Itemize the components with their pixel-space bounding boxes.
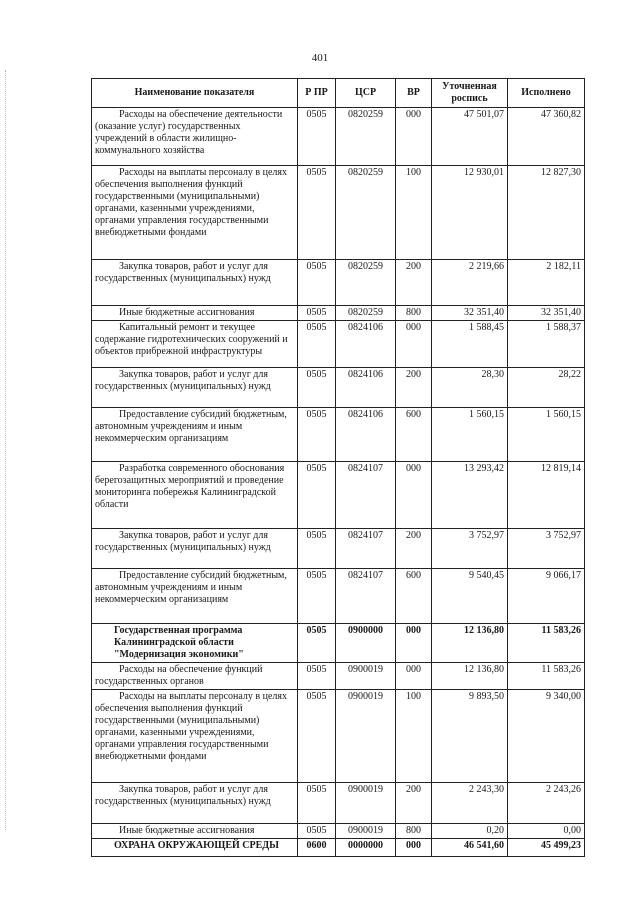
row-vr-cell: 200: [396, 783, 432, 824]
row-planned-cell: 0,20: [432, 824, 508, 839]
row-name-cell: Закупка товаров, работ и услуг для государственных (муниципальных) нужд: [92, 529, 298, 569]
row-planned-cell: 13 293,42: [432, 462, 508, 529]
row-vr-cell: 200: [396, 368, 432, 408]
row-planned-cell: 9 540,45: [432, 569, 508, 624]
row-name-cell: Иные бюджетные ассигнования: [92, 306, 298, 321]
table-row: [92, 839, 585, 857]
row-vr-cell: 200: [396, 529, 432, 569]
row-executed-cell: 12 827,30: [508, 166, 585, 260]
row-executed-cell: 47 360,82: [508, 108, 585, 166]
table-row: [92, 783, 585, 824]
row-vr-cell: 800: [396, 824, 432, 839]
row-name-cell: Закупка товаров, работ и услуг для государственных (муниципальных) нужд: [92, 368, 298, 408]
table-row: [92, 108, 585, 166]
row-executed-cell: 11 583,26: [508, 624, 585, 663]
row-csr-cell: 0900019: [336, 783, 396, 824]
row-planned-cell: 32 351,40: [432, 306, 508, 321]
row-csr-cell: 0824107: [336, 529, 396, 569]
row-rpr-cell: 0505: [298, 321, 336, 368]
table-row: [92, 663, 585, 690]
row-rpr-cell: 0505: [298, 663, 336, 690]
row-rpr-cell: 0600: [298, 839, 336, 857]
row-planned-cell: 12 930,01: [432, 166, 508, 260]
row-executed-cell: 11 583,26: [508, 663, 585, 690]
row-planned-cell: 12 136,80: [432, 624, 508, 663]
row-csr-cell: 0900019: [336, 690, 396, 783]
column-header-rpr: Р ПР: [298, 79, 336, 108]
row-rpr-cell: 0505: [298, 408, 336, 462]
row-rpr-cell: 0505: [298, 462, 336, 529]
row-vr-cell: 000: [396, 839, 432, 857]
row-name-cell: Разработка современного обоснования берегозащитных мероприятий и проведение мониторинга побережья Калининградской области: [92, 462, 298, 529]
row-name-cell: Расходы на выплаты персоналу в целях обеспечения выполнения функций государственными (муниципальными) органами, казенными учреждениями, органами управления государственными внебюджетными фондами: [92, 166, 298, 260]
row-executed-cell: 1 560,15: [508, 408, 585, 462]
row-csr-cell: 0820259: [336, 260, 396, 306]
row-name-cell: Расходы на обеспечение функций государственных органов: [92, 663, 298, 690]
row-rpr-cell: 0505: [298, 108, 336, 166]
row-csr-cell: 0900000: [336, 624, 396, 663]
row-csr-cell: 0824106: [336, 368, 396, 408]
column-header-name: Наименование показателя: [92, 79, 298, 108]
table-row: [92, 624, 585, 663]
row-rpr-cell: 0505: [298, 260, 336, 306]
row-rpr-cell: 0505: [298, 624, 336, 663]
row-name-cell: Государственная программа Калининградской области "Модернизация экономики": [92, 624, 298, 663]
row-vr-cell: 200: [396, 260, 432, 306]
row-executed-cell: 3 752,97: [508, 529, 585, 569]
row-executed-cell: 1 588,37: [508, 321, 585, 368]
column-header-csr: ЦСР: [336, 79, 396, 108]
row-executed-cell: 9 066,17: [508, 569, 585, 624]
table-row: [92, 569, 585, 624]
row-vr-cell: 000: [396, 108, 432, 166]
row-rpr-cell: 0505: [298, 306, 336, 321]
row-executed-cell: 0,00: [508, 824, 585, 839]
row-executed-cell: 28,22: [508, 368, 585, 408]
row-name-cell: Закупка товаров, работ и услуг для государственных (муниципальных) нужд: [92, 783, 298, 824]
row-csr-cell: 0900019: [336, 824, 396, 839]
row-vr-cell: 000: [396, 462, 432, 529]
row-csr-cell: 0000000: [336, 839, 396, 857]
row-rpr-cell: 0505: [298, 368, 336, 408]
row-csr-cell: 0820259: [336, 306, 396, 321]
row-csr-cell: 0820259: [336, 166, 396, 260]
row-planned-cell: 12 136,80: [432, 663, 508, 690]
row-executed-cell: 45 499,23: [508, 839, 585, 857]
scan-margin-marks: [5, 70, 8, 830]
row-executed-cell: 2 182,11: [508, 260, 585, 306]
row-rpr-cell: 0505: [298, 690, 336, 783]
table-header-row: [92, 79, 585, 108]
row-planned-cell: 9 893,50: [432, 690, 508, 783]
row-executed-cell: 12 819,14: [508, 462, 585, 529]
column-header-vr: ВР: [396, 79, 432, 108]
row-planned-cell: 1 588,45: [432, 321, 508, 368]
row-vr-cell: 100: [396, 166, 432, 260]
row-csr-cell: 0824107: [336, 569, 396, 624]
row-name-cell: Расходы на выплаты персоналу в целях обеспечения выполнения функций государственными (муниципальными) органами, казенными учреждениями, органами управления государственными внебюджетными фондами: [92, 690, 298, 783]
row-vr-cell: 100: [396, 690, 432, 783]
row-vr-cell: 800: [396, 306, 432, 321]
row-planned-cell: 47 501,07: [432, 108, 508, 166]
table-row: [92, 690, 585, 783]
row-vr-cell: 000: [396, 663, 432, 690]
page-number: 401: [311, 52, 329, 64]
row-rpr-cell: 0505: [298, 824, 336, 839]
row-rpr-cell: 0505: [298, 529, 336, 569]
row-name-cell: Предоставление субсидий бюджетным, автономным учреждениям и иным некоммерческим организациям: [92, 569, 298, 624]
row-name-cell: Расходы на обеспечение деятельности (оказание услуг) государственных учреждений в области жилищно-коммунального хозяйства: [92, 108, 298, 166]
row-vr-cell: 600: [396, 569, 432, 624]
row-executed-cell: 2 243,26: [508, 783, 585, 824]
row-vr-cell: 600: [396, 408, 432, 462]
table-row: [92, 408, 585, 462]
row-executed-cell: 9 340,00: [508, 690, 585, 783]
table-row: [92, 462, 585, 529]
table-row: [92, 306, 585, 321]
row-rpr-cell: 0505: [298, 783, 336, 824]
row-csr-cell: 0900019: [336, 663, 396, 690]
table-row: [92, 824, 585, 839]
table-row: [92, 321, 585, 368]
row-vr-cell: 000: [396, 321, 432, 368]
row-name-cell: Предоставление субсидий бюджетным, автономным учреждениям и иным некоммерческим организациям: [92, 408, 298, 462]
row-executed-cell: 32 351,40: [508, 306, 585, 321]
table-row: [92, 166, 585, 260]
row-csr-cell: 0824106: [336, 408, 396, 462]
row-planned-cell: 1 560,15: [432, 408, 508, 462]
table-row: [92, 529, 585, 569]
row-planned-cell: 46 541,60: [432, 839, 508, 857]
table-row: [92, 368, 585, 408]
row-csr-cell: 0824107: [336, 462, 396, 529]
row-rpr-cell: 0505: [298, 166, 336, 260]
row-planned-cell: 2 243,30: [432, 783, 508, 824]
row-name-cell: ОХРАНА ОКРУЖАЮЩЕЙ СРЕДЫ: [92, 839, 298, 857]
row-name-cell: Иные бюджетные ассигнования: [92, 824, 298, 839]
row-rpr-cell: 0505: [298, 569, 336, 624]
column-header-executed: Исполнено: [508, 79, 585, 108]
row-name-cell: Закупка товаров, работ и услуг для государственных (муниципальных) нужд: [92, 260, 298, 306]
row-planned-cell: 2 219,66: [432, 260, 508, 306]
table-row: [92, 260, 585, 306]
row-csr-cell: 0820259: [336, 108, 396, 166]
row-planned-cell: 3 752,97: [432, 529, 508, 569]
column-header-planned: Уточненная роспись: [432, 79, 508, 108]
row-planned-cell: 28,30: [432, 368, 508, 408]
row-vr-cell: 000: [396, 624, 432, 663]
row-csr-cell: 0824106: [336, 321, 396, 368]
row-name-cell: Капитальный ремонт и текущее содержание гидротехнических сооружений и объектов прибрежной инфраструктуры: [92, 321, 298, 368]
budget-table: [91, 78, 585, 857]
